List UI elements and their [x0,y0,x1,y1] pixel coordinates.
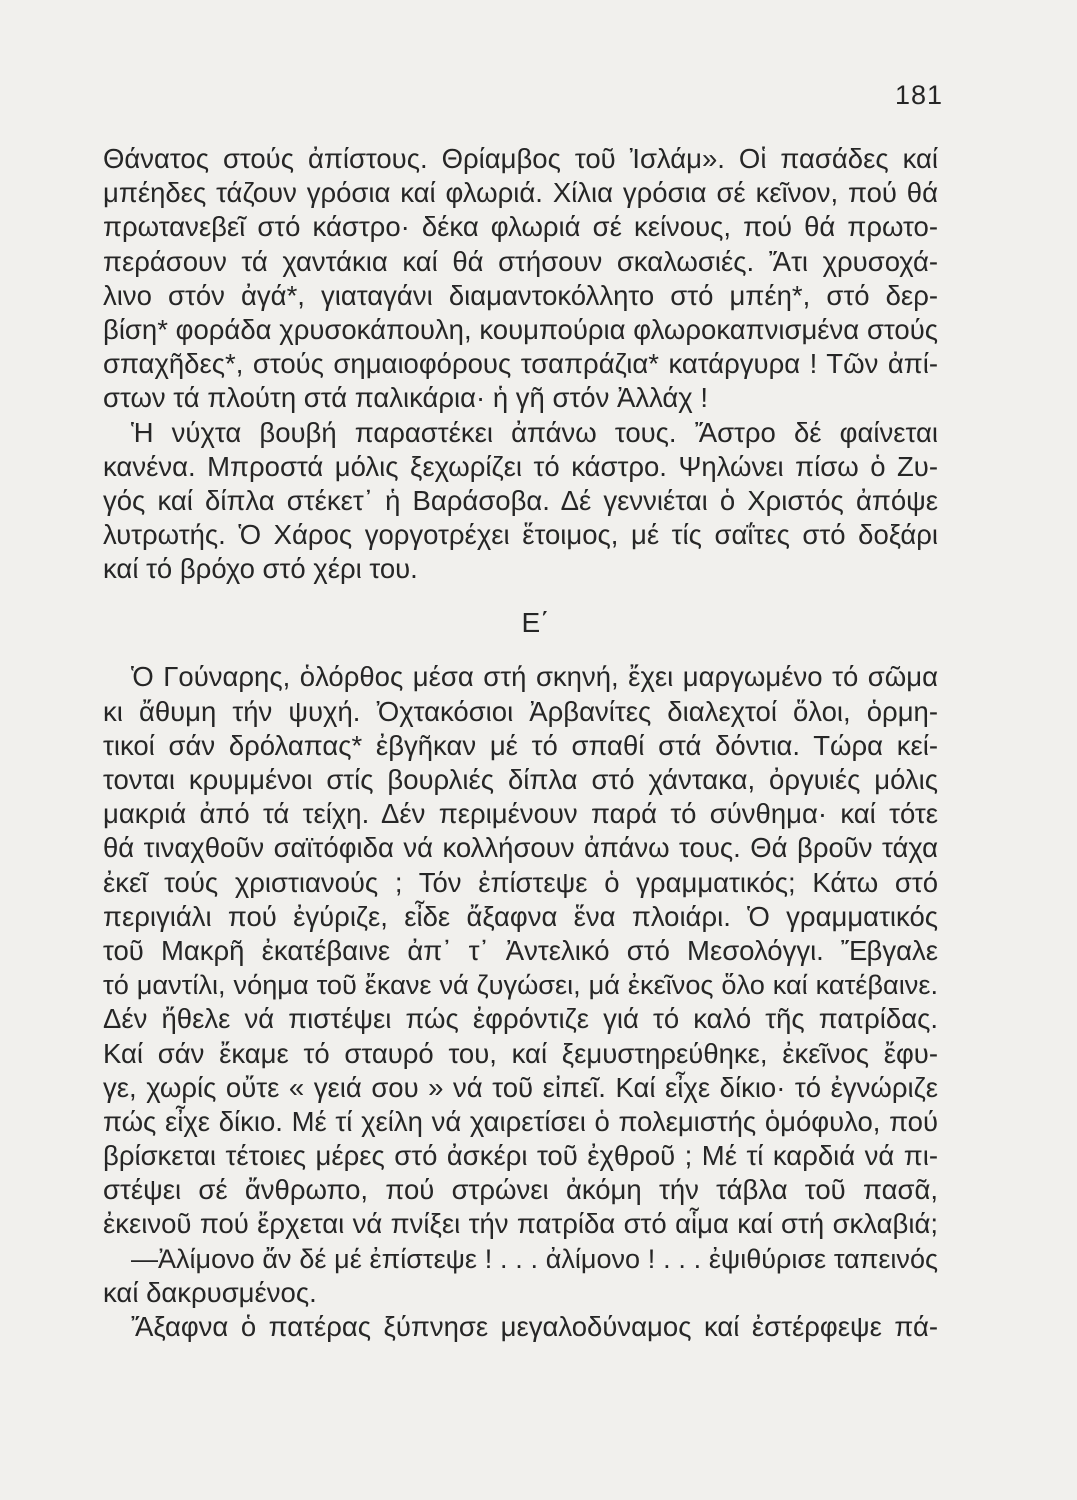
text-line: γός καί δίπλα στέκετ᾽ ἡ Βαράσοβα. Δέ γεννιέται ὁ Χριστός ἀπόψε [103,484,938,516]
paragraph-dialogue [103,1242,938,1310]
text-line: τονται κρυμμένοι στίς βουρλιές δίπλα στό χάντακα, ὀργυιές μόλις [103,764,938,795]
text-line: πρωτανεβεῖ στό κάστρο· δέκα φλωριά σέ κείνους, πού θά πρωτο- [103,211,938,243]
paragraph-siege-preparations [103,142,938,416]
text-line: ἐκεῖ τούς χριστιανούς ; Τόν ἐπίστεψε ὁ γραμματικός; Κάτω στό [103,866,938,898]
text-line: κανένα. Μπροστά μόλις ξεχωρίζει τό κάστρο. Ψηλώνει πίσω ὁ Ζυ- [103,450,938,482]
text-line: Καί σάν ἔκαμε τό σταυρό του, καί ξεμυστηρεύθηκε, ἐκεῖνος ἔφυ- [103,1037,938,1069]
text-line: Θάνατος στούς ἀπίστους. Θρίαμβος τοῦ Ἰσλάμ». Οἱ πασάδες καί [103,143,938,174]
text-line: πώς εἶχε δίκιο. Μέ τί χείλη νά χαιρετίσει ὁ πολεμιστής ὁμόφυλο, πού [103,1105,938,1137]
text-line: βρίσκεται τέτοιες μέρες στό ἀσκέρι τοῦ ἐχθροῦ ; Μέ τί καρδιά νά πι- [103,1140,938,1172]
text-line: σπαχῆδες*, στούς σημαιοφόρους τσαπράζια* κατάργυρα ! Τῶν ἀπί- [103,348,938,380]
text-line: ἐκεινοῦ πού ἔρχεται νά πνίξει τήν πατρίδα στό αἷμα καί στή σκλαβιά; [103,1208,938,1240]
text-line: περιγιάλι πού ἐγύριζε, εἶδε ἄξαφνα ἕνα πλοιάρι. Ὁ γραμματικός [103,900,938,932]
text-line: —Ἀλίμονο ἄν δέ μέ ἐπίστεψε ! . . . ἀλίμονο ! . . . ἐψιθύρισε ταπεινός [131,1243,938,1274]
text-line: θά τιναχθοῦν σαϊτόφιδα νά κολλήσουν ἀπάνω τους. Θά βροῦν τάχα [103,832,938,864]
text-line: καί τό βρόχο στό χέρι του. [103,553,418,585]
page-number: 181 [895,80,944,110]
text-line: τικοί σάν δρόλαπας* ἐβγῆκαν μέ τό σπαθί στά δόντια. Τώρα κεί- [103,729,938,761]
text-line: περάσουν τά χαντάκια καί θά στήσουν σκαλωσιές. Ἄτι χρυσοχά- [103,245,938,277]
body-text [103,142,938,1344]
text-line: τοῦ Μακρῆ ἐκατέβαινε ἀπ᾽ τ᾽ Ἀντελικό στό Μεσολόγγι. Ἔβγαλε [103,934,938,966]
text-line: Δέν ἤθελε νά πιστέψει πώς ἐφρόντιζε γιά τό καλό τῆς πατρίδας. [103,1003,938,1035]
text-line: Ὁ Γούναρης, ὁλόρθος μέσα στή σκηνή, ἔχει μαργωμένο τό σῶμα [131,661,938,693]
section-heading: Ε΄ [521,607,550,639]
text-line: λυτρωτής. Ὁ Χάρος γοργοτρέχει ἕτοιμος, μέ τίς σαΐτες στό δοξάρι [103,519,938,551]
text-line: λινο στόν ἀγά*, γιαταγάνι διαμαντοκόλλητο στό μπέη*, στό δερ- [103,279,938,311]
paragraph-father-awakens [103,1310,938,1344]
text-line: καί δακρυσμένος. [103,1276,317,1308]
text-line: κι ἄθυμη τήν ψυχή. Ὀχτακόσιοι Ἀρβανίτες διαλεχτοί ὅλοι, ὁρμη- [103,695,938,727]
text-line: βίση* φοράδα χρυσοκάπουλη, κουμπούρια φλωροκαπνισμένα στούς [103,313,938,345]
text-line: γε, χωρίς οὔτε « γειά σου » νά τοῦ εἰπεῖ. Καί εἶχε δίκιο· τό ἐγνώριζε [103,1071,938,1103]
text-line: στέψει σέ ἄνθρωπο, πού στρώνει ἀκόμη τήν τάβλα τοῦ πασᾶ, [103,1174,938,1206]
paragraph-gounaris [103,660,938,1241]
text-line: Ἄξαφνα ὁ πατέρας ξύπνησε μεγαλοδύναμος καί ἐστέρφεψε πά- [131,1311,938,1342]
text-line: Ἡ νύχτα βουβή παραστέκει ἀπάνω τους. Ἄστρο δέ φαίνεται [131,416,938,448]
paragraph-silent-night [103,416,938,587]
text-line: τό μαντίλι, νόημα τοῦ ἔκανε νά ζυγώσει, μά ἐκεῖνος ὅλο καί κατέβαινε. [103,969,938,1001]
text-line: μπέηδες τάζουν γρόσια καί φλωριά. Χίλια γρόσια σέ κεῖνον, πού θά [103,177,938,209]
text-line: στων τά πλούτη στά παλικάρια· ἡ γῆ στόν Ἀλλάχ ! [103,382,709,414]
text-line: μακριά ἀπό τά τείχη. Δέν περιμένουν παρά τό σύνθημα· καί τότε [103,798,938,830]
